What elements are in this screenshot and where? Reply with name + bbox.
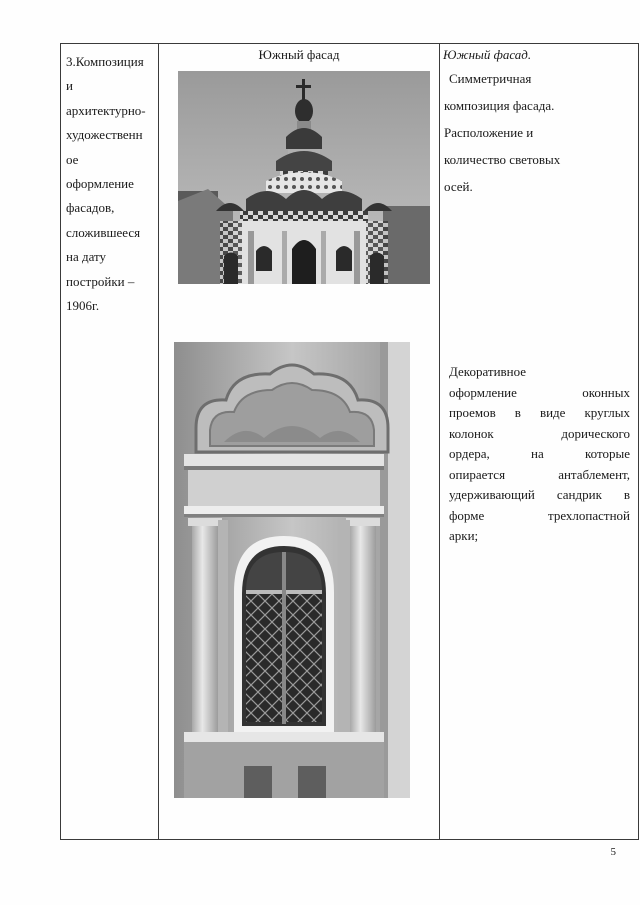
- section-title-line: ое: [66, 151, 79, 167]
- description-line: оформление оконных: [449, 384, 630, 400]
- description-line: количество световых: [444, 152, 561, 167]
- section-title-line: сложившееся: [66, 224, 141, 240]
- page-number: 5: [610, 846, 616, 858]
- section-title-cell: [61, 44, 159, 840]
- section-title-line: фасадов,: [66, 200, 115, 216]
- description-paragraph-2: [449, 362, 630, 547]
- section-title: [61, 44, 158, 318]
- description-line: композиция фасада.: [444, 98, 555, 113]
- description-line: Декоративное: [449, 364, 527, 379]
- description-heading: Южный фасад.: [443, 47, 532, 62]
- description-line: форме трехлопастной: [449, 507, 630, 523]
- window-detail-photo: [174, 342, 410, 798]
- description-line: арки;: [449, 528, 479, 543]
- description-line: осей.: [444, 179, 473, 194]
- description-line: Симметричная: [449, 71, 532, 86]
- photos-heading: Южный фасад: [258, 47, 340, 62]
- description-line: проемов в виде круглых: [449, 405, 630, 420]
- section-title-line: и: [66, 78, 73, 94]
- description-line: ордера, на которые: [449, 446, 630, 461]
- section-title-line: художественн: [66, 127, 143, 143]
- section-title-line: постройки –: [66, 273, 135, 289]
- section-title-line: оформление: [66, 176, 134, 192]
- description-line: колонок дорического: [449, 425, 630, 441]
- section-title-line: на дату: [66, 249, 107, 265]
- description-line: опирается антаблемент,: [449, 466, 630, 482]
- section-title-line: 3.Композиция: [66, 54, 144, 69]
- section-title-line: архитектурно-: [66, 102, 146, 118]
- description-line: Расположение и: [444, 125, 534, 140]
- church-facade-photo: [178, 71, 430, 284]
- description-line: удерживающий сандрик в: [449, 487, 630, 502]
- description-paragraph-1: [440, 63, 638, 200]
- section-title-line: 1906г.: [66, 298, 100, 314]
